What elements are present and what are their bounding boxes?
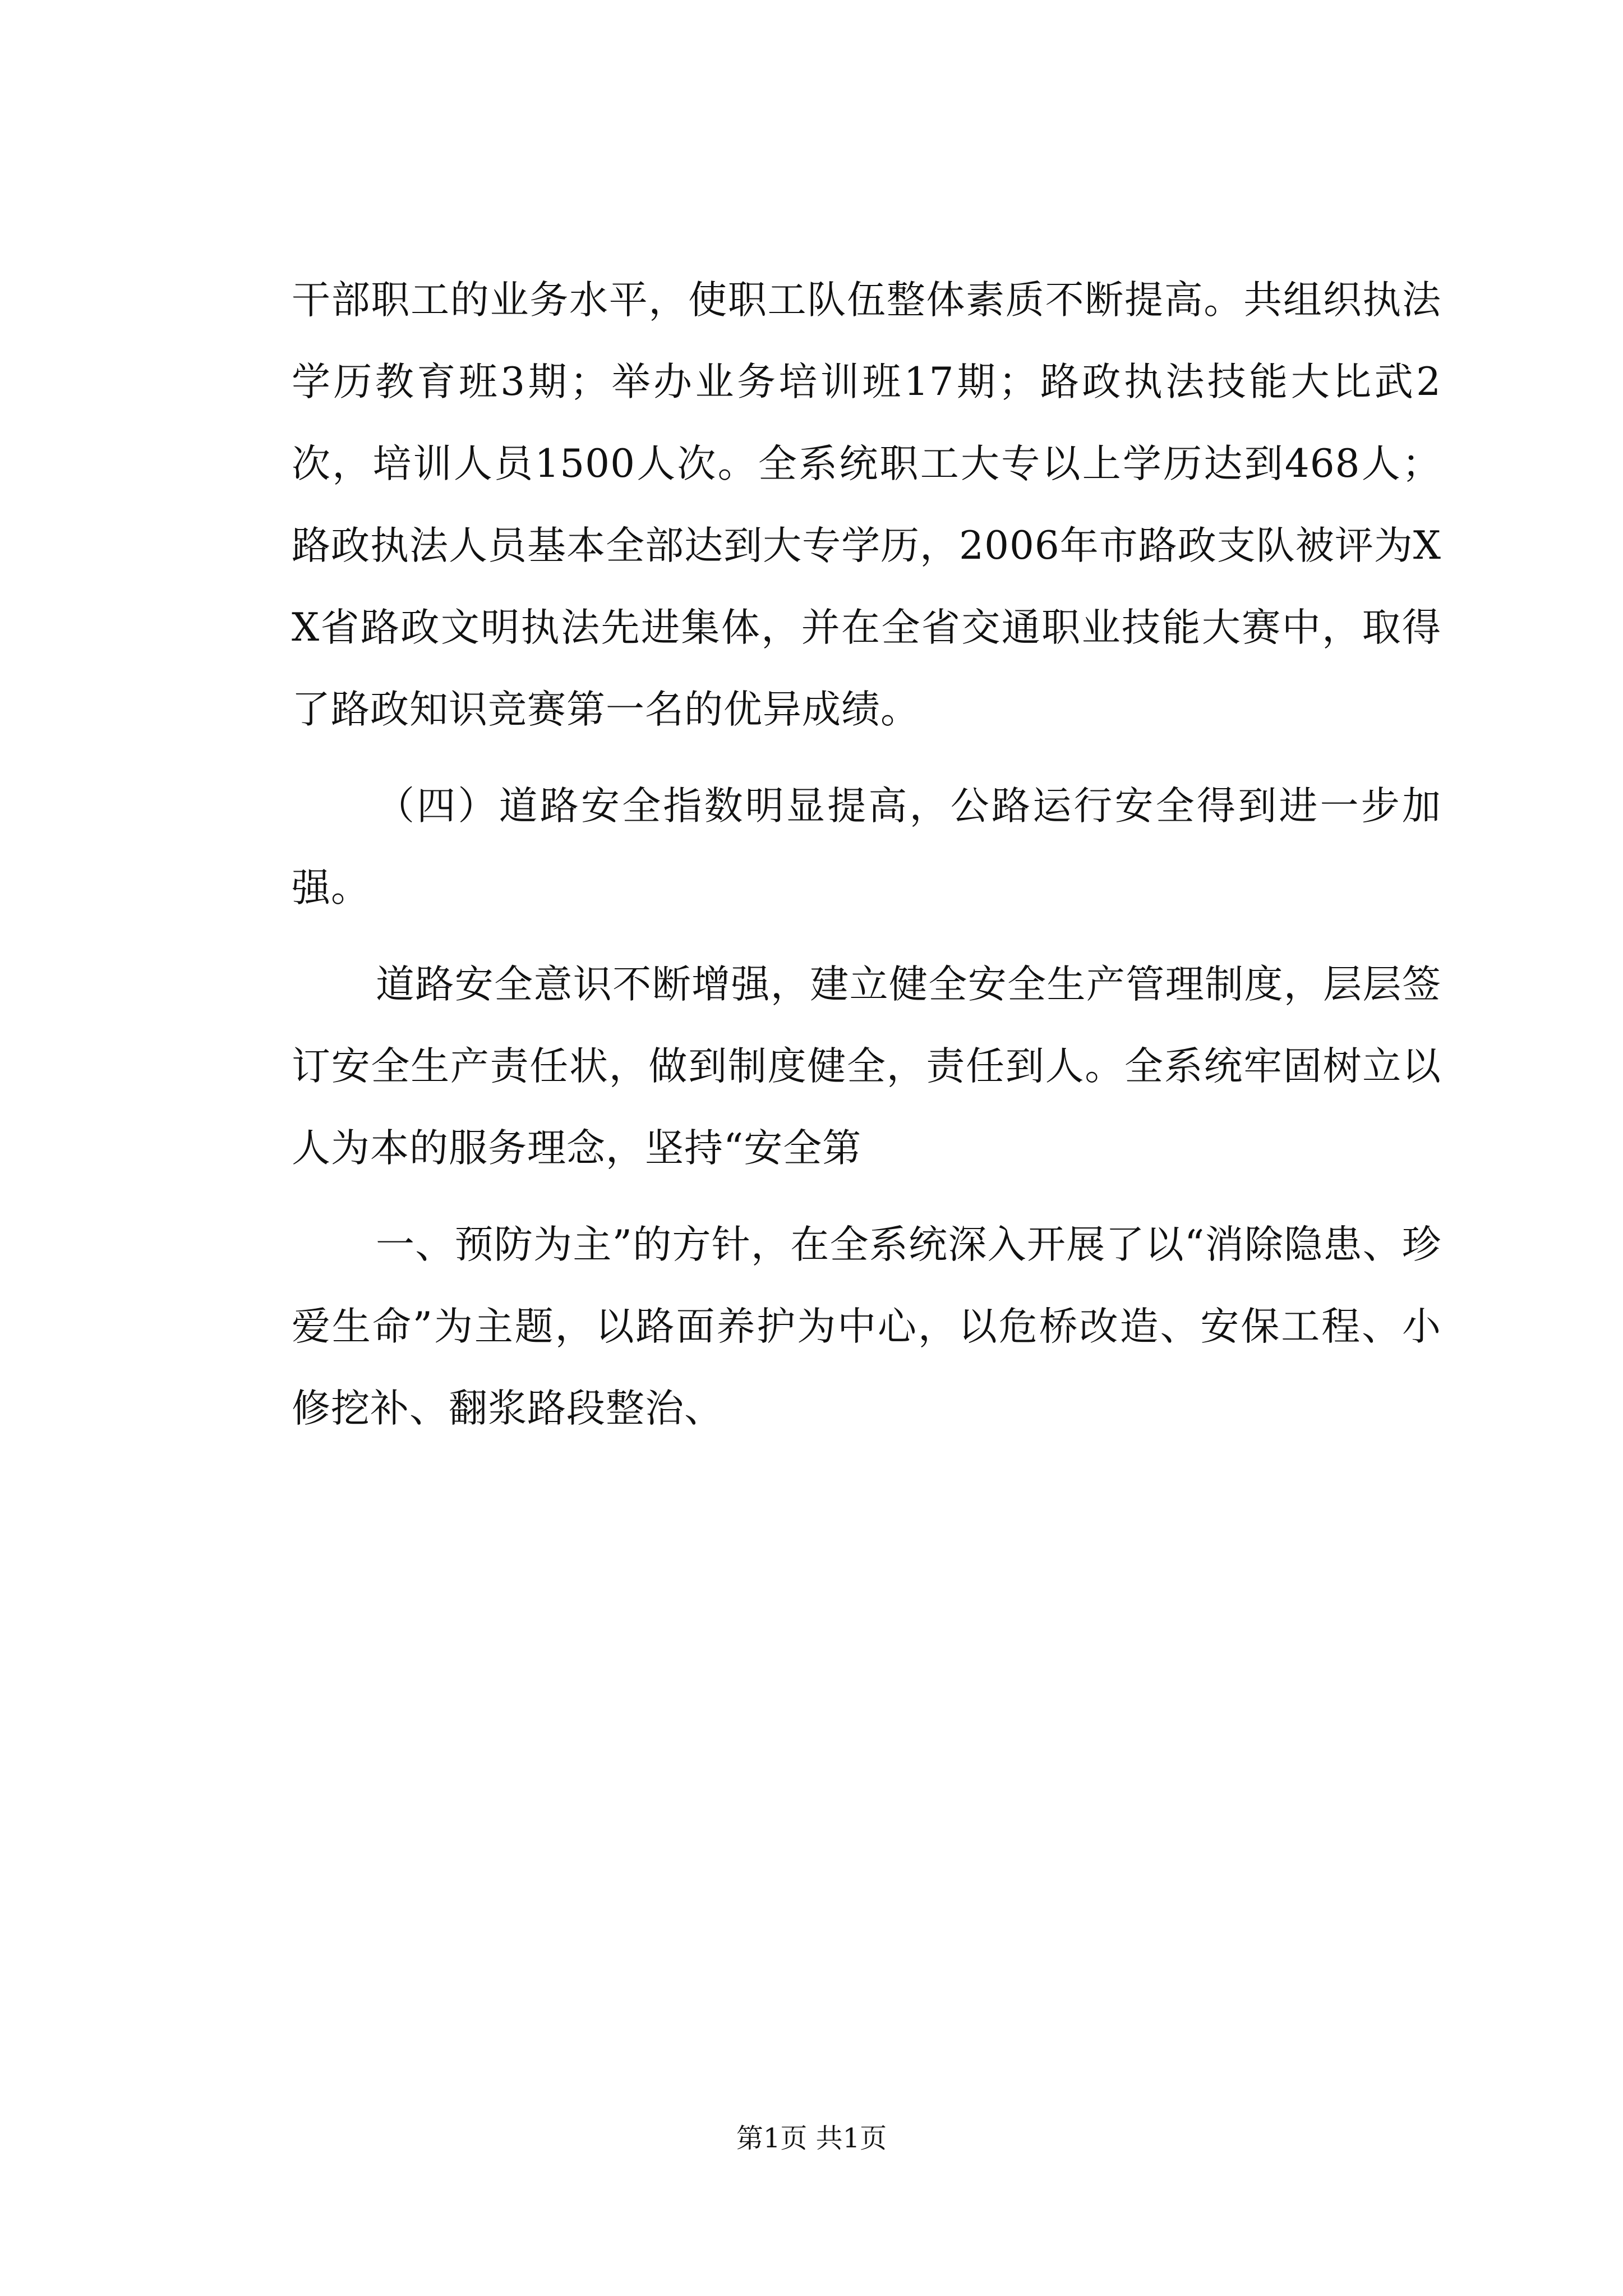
section-heading-4: （四）道路安全指数明显提高，公路运行安全得到进一步加强。 [292,784,1441,910]
paragraph-continuation: 干部职工的业务水平，使职工队伍整体素质不断提高。共组织执法学历教育班3期；举办业务培训班17期；路政执法技能大比武2次，培训人员1500人次。全系统职工大专以上学历达到468人；路政执法人员基本全部达到大专学历，2006年市路政支队被评为XX省路政文明执法先进集体，并在全省交通职业技能大赛中，取得了路政知识竞赛第一名的优异成绩。 [292,278,1441,732]
document-body [292,259,1441,1450]
paragraph-prevention: 一、预防为主”的方针，在全系统深入开展了以“消除隐患、珍爱生命”为主题，以路面养护为中心，以危桥改造、安保工程、小修挖补、翻浆路段整治、 [292,1222,1441,1431]
paragraph-road-safety: 道路安全意识不断增强，建立健全安全生产管理制度，层层签订安全生产责任状，做到制度健全，责任到人。全系统牢固树立以人为本的服务理念，坚持“安全第 [292,962,1441,1171]
page-number-footer: 第1页 共1页 [736,2123,887,2154]
